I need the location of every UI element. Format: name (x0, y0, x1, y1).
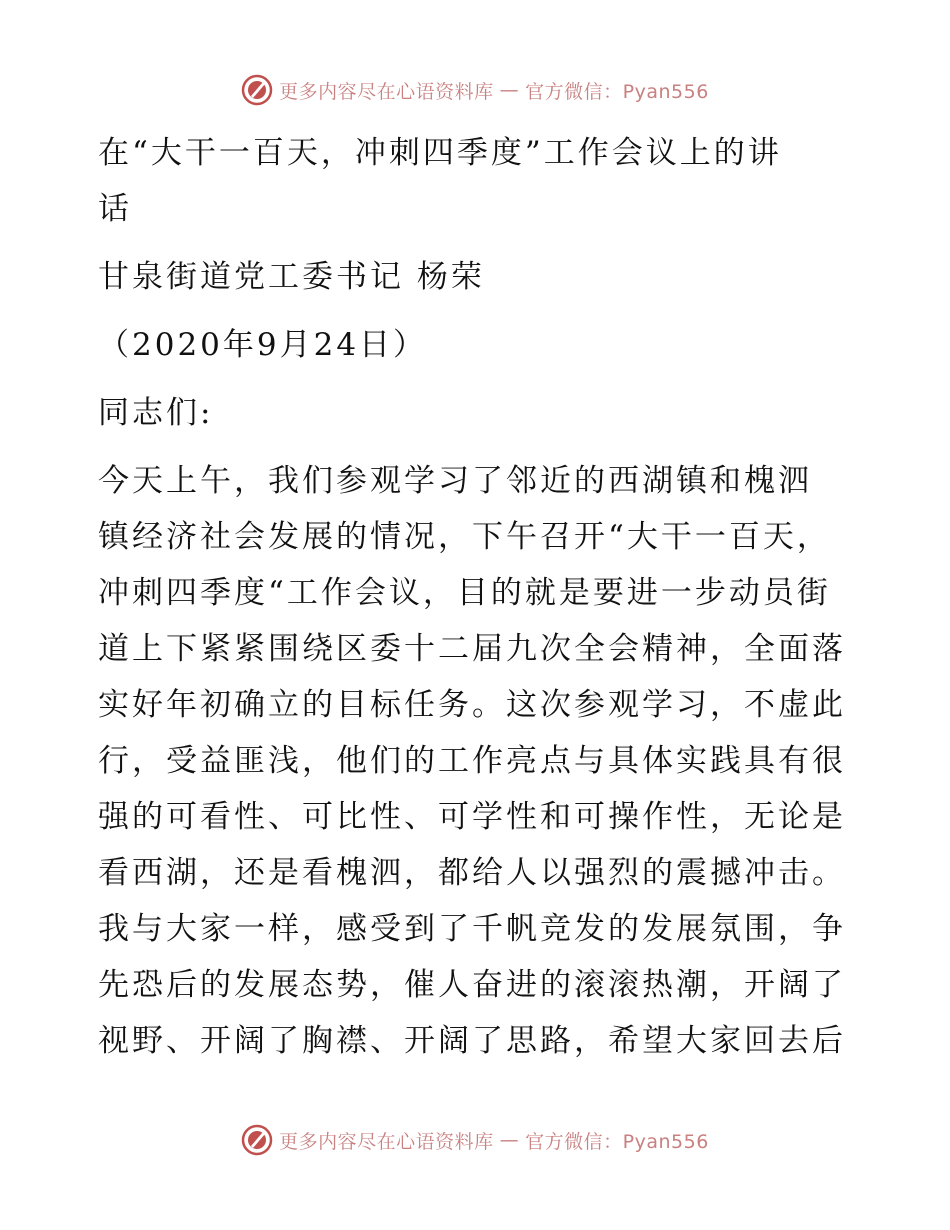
body-paragraph (98, 453, 850, 1069)
watermark-dash: — (499, 1129, 520, 1151)
title-line: 话 (98, 191, 132, 227)
paragraph-line: 镇经济社会发展的情况，下午召开“大干一百天， (98, 519, 831, 555)
paragraph-line: 今天上午，我们参观学习了邻近的西湖镇和槐泗 (98, 463, 812, 499)
watermark-suffix: 官方微信：Pyan556 (525, 80, 709, 103)
quill-logo-icon (241, 1124, 273, 1156)
date-line: （2020年9月24日） (98, 327, 428, 363)
title-line: 在“大干一百天，冲刺四季度”工作会议上的讲 (98, 135, 782, 171)
paragraph-line: 道上下紧紧围绕区委十二届九次全会精神，全面落 (98, 631, 846, 667)
paragraph-line: 看西湖，还是看槐泗，都给人以强烈的震撼冲击。 (98, 855, 846, 891)
paragraph-line: 先恐后的发展态势，催人奋进的滚滚热潮，开阔了 (98, 967, 846, 1003)
paragraph-line: 我与大家一样，感受到了千帆竞发的发展氛围，争 (98, 911, 846, 947)
document-body (98, 125, 850, 1069)
footer-watermark (0, 1120, 950, 1160)
paragraph-line: 实好年初确立的目标任务。这次参观学习，不虚此 (98, 687, 846, 723)
watermark-dash: — (499, 79, 520, 101)
author-line: 甘泉街道党工委书记 杨荣 (98, 259, 485, 295)
salutation: 同志们: (98, 395, 214, 431)
paragraph-line: 视野、开阔了胸襟、开阔了思路，希望大家回去后 (98, 1023, 846, 1059)
paragraph-line: 强的可看性、可比性、可学性和可操作性，无论是 (98, 799, 846, 835)
paragraph-line: 冲刺四季度“工作会议，目的就是要进一步动员街 (98, 575, 831, 611)
header-watermark (0, 70, 950, 110)
paragraph-line: 行，受益匪浅，他们的工作亮点与具体实践具有很 (98, 743, 846, 779)
quill-logo-icon (241, 74, 273, 106)
watermark-suffix: 官方微信：Pyan556 (525, 1130, 709, 1153)
document-title (98, 125, 850, 237)
watermark-main: 更多内容尽在心语资料库 (279, 1130, 494, 1153)
watermark-main: 更多内容尽在心语资料库 (279, 80, 494, 103)
